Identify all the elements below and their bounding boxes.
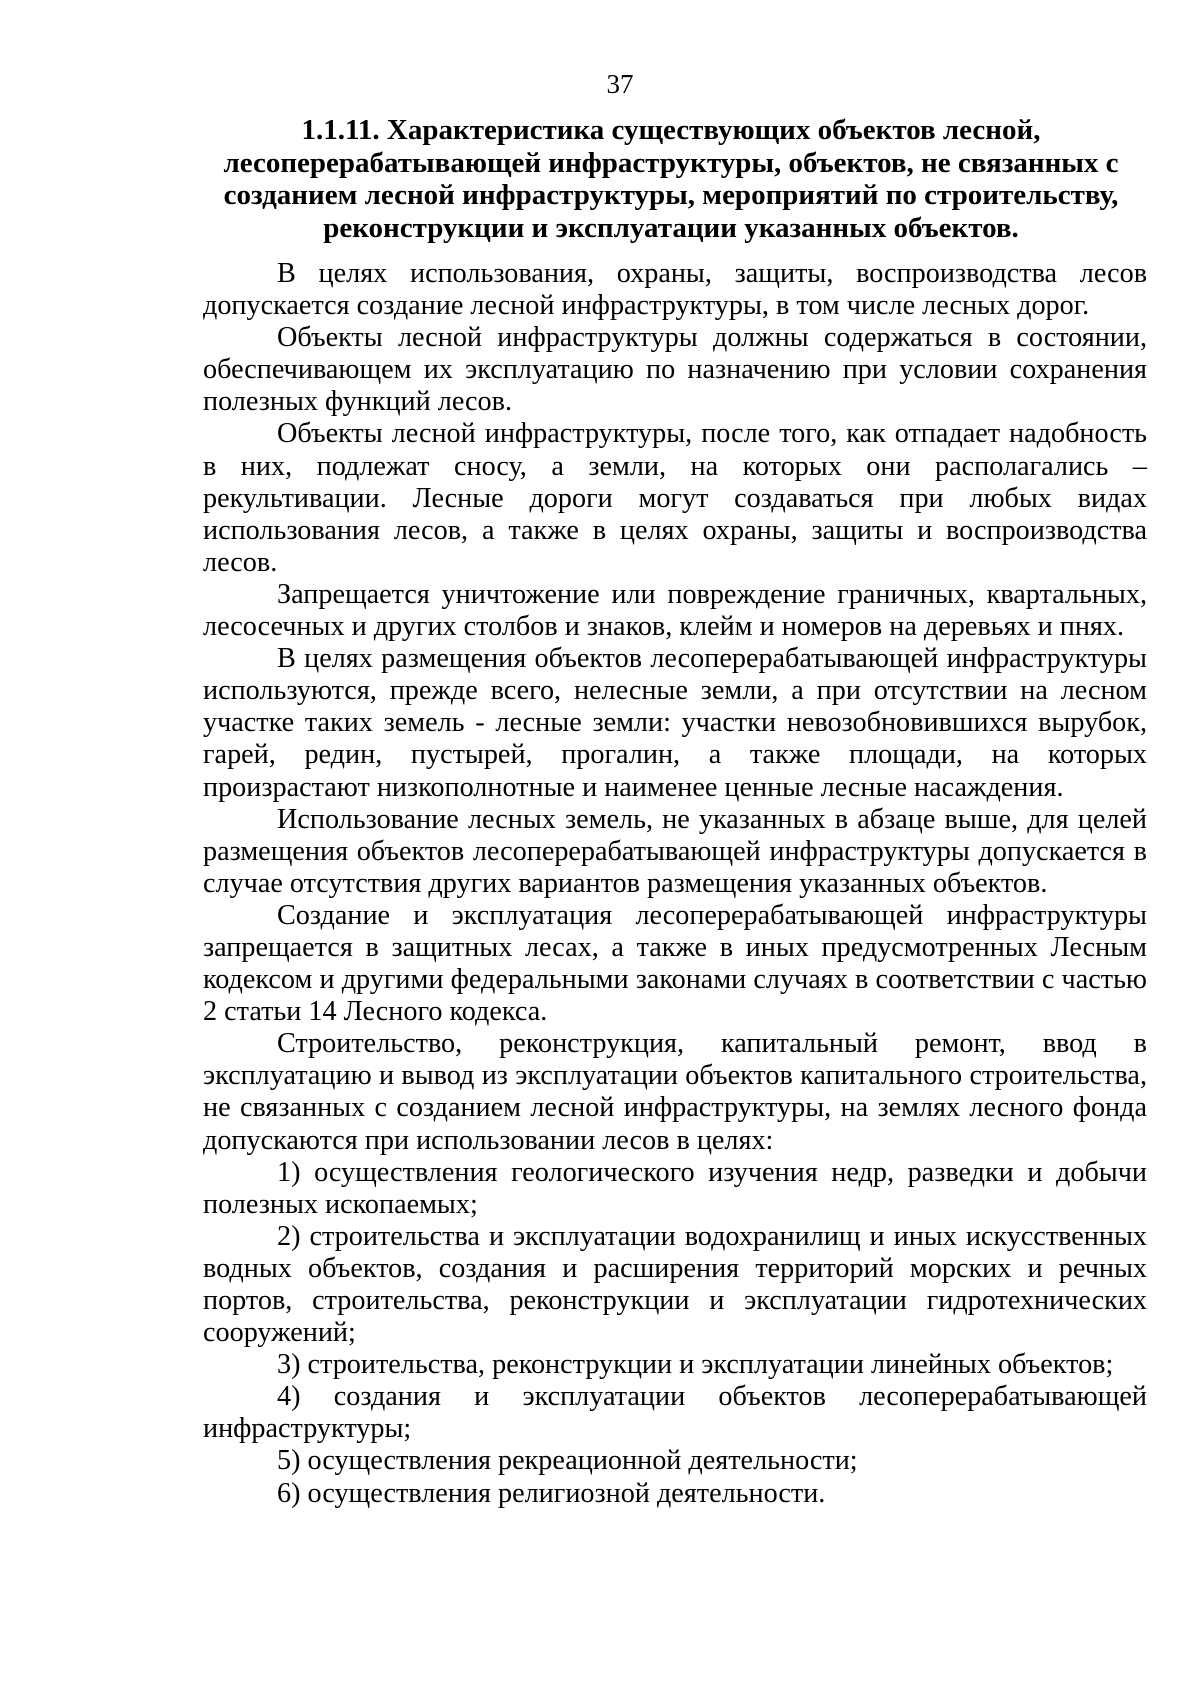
list-item: 3) строительства, реконструкции и эксплуатации линейных объектов; xyxy=(277,1349,1114,1381)
list-item: 6) осуществления религиозной деятельности. xyxy=(277,1477,826,1509)
list-item: 5) осуществления рекреационной деятельности; xyxy=(277,1445,858,1477)
section-heading: 1.1.11. Характеристика существующих объектов лесной, лесоперерабатывающей инфраструктуры, объектов, не связанных с созданием лесной инфраструктуры, мероприятий по строительству, реконструкции и эксплуатации указанных объектов. xyxy=(223,114,1119,244)
list-item: 2) строительства и эксплуатации водохранилищ и иных искусственных водных объектов, создания и расширения территорий морских и речных портов, строительства, реконструкции и эксплуатации гидротехнических сооружений; xyxy=(203,1220,1147,1349)
paragraph: Создание и эксплуатация лесоперерабатывающей инфраструктуры запрещается в защитных лесах, а также в иных предусмотренных Лесным кодексом и другими федеральными законами случаях в соответствии с частью 2 статьи 14 Лесного кодекса. xyxy=(203,899,1147,1028)
paragraph: Запрещается уничтожение или повреждение граничных, квартальных, лесосечных и других столбов и знаков, клейм и номеров на деревьях и пнях. xyxy=(203,578,1147,643)
list-item: 4) создания и эксплуатации объектов лесоперерабатывающей инфраструктуры; xyxy=(203,1381,1147,1445)
paragraph: Строительство, реконструкция, капитальный ремонт, ввод в эксплуатацию и вывод из эксплуатации объектов капитального строительства, не связанных с созданием лесной инфраструктуры, на землях лесного фонда допускаются при использовании лесов в целях: xyxy=(203,1028,1147,1156)
paragraph: Использование лесных земель, не указанных в абзаце выше, для целей размещения объектов лесоперерабатывающей инфраструктуры допускается в случае отсутствия других вариантов размещения указанных объектов. xyxy=(203,803,1147,899)
paragraph: Объекты лесной инфраструктуры, после того, как отпадает надобность в них, подлежат сносу, а земли, на которых они располагались – рекультивации. Лесные дороги могут создаваться при любых видах использования лесов, а также в целях охраны, защиты и воспроизводства лесов. xyxy=(203,418,1147,578)
paragraph: В целях использования, охраны, защиты, воспроизводства лесов допускается создание лесной инфраструктуры, в том числе лесных дорог. xyxy=(203,258,1147,322)
paragraph: Объекты лесной инфраструктуры должны содержаться в состоянии, обеспечивающем их эксплуатацию по назначению при условии сохранения полезных функций лесов. xyxy=(203,322,1147,418)
paragraph: В целях размещения объектов лесоперерабатывающей инфраструктуры используются, прежде всего, нелесные земли, а при отсутствии на лесном участке таких земель - лесные земли: участки невозобновившихся вырубок, гарей, редин, пустырей, прогалин, а также площади, на которых произрастают низкополнотные и наименее ценные лесные насаждения. xyxy=(203,643,1147,803)
body-text xyxy=(203,258,1147,1510)
list-item: 1) осуществления геологического изучения недр, разведки и добычи полезных ископаемых; xyxy=(203,1156,1147,1220)
page-number: 37 xyxy=(606,69,634,99)
